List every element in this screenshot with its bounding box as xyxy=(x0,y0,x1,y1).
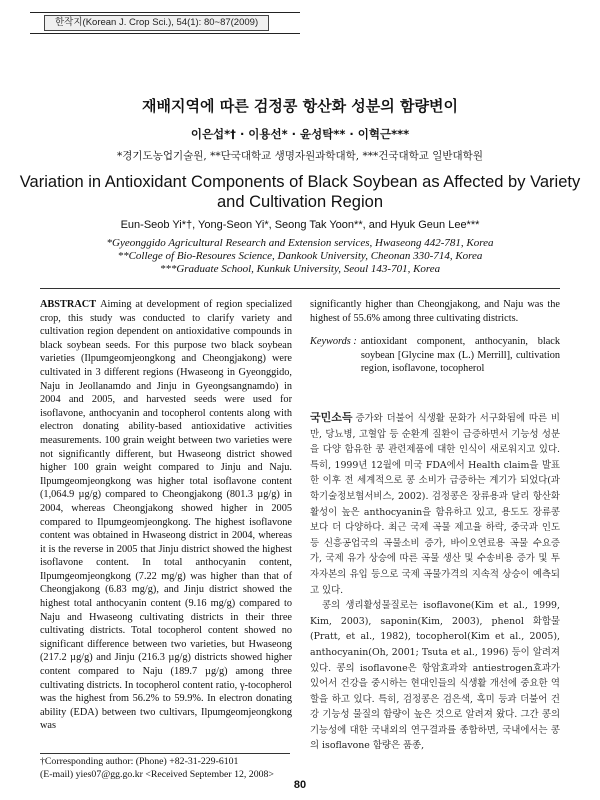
section-divider xyxy=(40,288,560,289)
english-affiliation-3: ***Graduate School, Kunkuk University, Seoul 143-701, Korea xyxy=(159,263,441,275)
korean-authors: 이은섭*† · 이용선* · 윤성탁** · 이혁근*** xyxy=(190,127,410,141)
footnote xyxy=(40,756,302,781)
keywords xyxy=(310,335,560,376)
page-number: 80 xyxy=(293,779,307,791)
korean-affiliations: *경기도농업기술원, **단국대학교 생명자원과학대학, ***건국대학교 일반대학원 xyxy=(117,150,483,162)
journal-citation: 한작지(Korean J. Crop Sci.), 54(1): 80~87(2009) xyxy=(44,15,269,31)
abstract-continuation: significantly higher than Cheongjakong, and Naju was the highest of 55.6% among three cultivating districts. xyxy=(310,299,560,324)
intro-paragraph-1 xyxy=(310,410,560,598)
korean-title: 재배지역에 따른 검정콩 항산화 성분의 함량변이 xyxy=(142,97,458,115)
korean-introduction xyxy=(310,410,560,754)
english-affiliation-2: **College of Bio-Resoures Science, Dankook University, Cheonan 330-714, Korea xyxy=(117,250,483,262)
journal-header xyxy=(30,12,300,34)
intro-paragraph-1-text: 증가와 더불어 식생활 문화가 서구화됨에 따른 비만, 당뇨병, 고혈압 등 순환계 질환이 급증하면서 기능성 성분을 다양 함유한 콩 관련제품에 대한 인식이 새로워지고 있다. 특히, 1999년 12월에 미국 FDA에서 Health claim을 발표한 이후 전 세계적으로 콩 소비가 급증하는 계기가 되었다(과학기술정보협서비스, 2002). 검정콩은 장류용과 달리 항산화 활성이 높은 anthocyanin을 함유하고 있고, 용도도 장류콩보다 더 다양하다. 최근 국제 곡물 제고율 하락, 중국과 인도 등 신흥공업국의 곡물소비 증가, 바이오연료용 곡물 수요증가, 국제 유가 상승에 따른 곡물 생산 및 수송비용 증가 및 투자자본의 유입 등으로 국제 곡물가격의 지속적 상승이 예측되고 있다. xyxy=(310,413,560,596)
abstract-continuation-column xyxy=(310,298,560,376)
intro-paragraph-2: 콩의 생리활성물질로는 isoflavone(Kim et al., 1999, Kim, 2003), saponin(Kim, 2003), phenol 화합물(Pratt, et al., 1982), tocopherol(Kim et al., 2005), anthocyanin(Oh, 2001; Tsuta et al., 1996) 등이 알려져 있다. 콩의 isoflavone은 항암효과와 antiestrogen효과가 있어서 건강을 중시하는 현대인들의 식생활 개선에 중요한 역할을 하고 있다. 특히, 검정콩은 검은색, 흑미 등과 더불어 건강 기능성 물질의 함량이 높은 것으로 알려져 왔다. 그간 콩의 기능성에 대한 국내외의 연구결과를 종합하면, 국내에서는 콩의 isoflavone 함량은 품종, xyxy=(310,600,560,752)
abstract-label: ABSTRACT xyxy=(40,299,97,310)
english-title xyxy=(0,172,600,212)
english-title-line1: Variation in Antioxidant Components of Black Soybean as Affected by Variety xyxy=(19,173,581,191)
intro-lead-word: 국민소득 xyxy=(310,411,353,424)
footnote-corresponding: †Corresponding author: (Phone) +82-31-229-6101 xyxy=(40,756,239,767)
abstract-text: Aiming at development of region specialized crop, this study was conducted to clarify variety and cultivation region dependent on antioxidative compounds in black soybean seeds. For this purpose two black soybean varieties (Ilpumgeomjeongkong and Cheongjakong) were cultivated in 3 different regions (Hwaseong in Gyeonggido, Naju in Jeollanamdo and Jinju in Gyeongsangnamdo) in 2004 and 2005, and harvested seeds were used for isoflavone, anthocyanin and tocopherol contents along with electron donating ability-based antioxidative activities measurements. 100 grain weight between two varieties were not significantly different, but Hwaseong district showed higher 100 grain weight compared to Jinju and Naju. Ilpumgeomjeongkong was higher total isoflavone content (1,064.9 µg/g) compared to Cheongjakong (801.3 µg/g) in 2004, whereas Cheongjakong showed higher in 2005 compared to Ilpumgeomjeongkong. The highest isoflavone content was obtained in Hwaseong district in 2004, whereas it is the reverse in 2005 that Jinju district showed the highest isoflavone content. In total anthocyanin content, Ilpumgeomjeongkong (7.22 mg/g) was higher than that of Cheongjakong (6.83 mg/g), and Jinju district showed the highest total anthocyanin content (9.16 mg/g) compared to Naju and Hwaseong cultivating districts in their three cultivating districts. Total tocopherol content showed no significant difference between two varieties, but Hwaseong (217.2 µg/g) and Jinju (216.3 µg/g) districts showed higher content compared to Naju (189.7 µg/g) among three cultivating districts. In tocopherol content ratio, γ-tocopherol was the highest from 56.2% to 59.9%. In electron donating ability (EDA) between two cultivars, Ilpumgeomjeongkong was xyxy=(40,299,292,732)
abstract xyxy=(40,298,292,733)
english-affiliation-1: *Gyeonggido Agricultural Research and Extension services, Hwaseong 442-781, Korea xyxy=(106,237,494,249)
footnote-email: (E-mail) yies07@gg.go.kr <Received September 12, 2008> xyxy=(40,768,274,780)
english-authors: Eun-Seob Yi*†, Yong-Seon Yi*, Seong Tak Yoon**, and Hyuk Geun Lee*** xyxy=(120,219,480,231)
keywords-text: antioxidant component, anthocyanin, black soybean [Glycine max (L.) Merrill], cultivation region, isoflavone, tocopherol xyxy=(360,336,560,375)
english-title-line2: and Cultivation Region xyxy=(216,193,384,211)
footnote-divider xyxy=(40,753,290,754)
keywords-label: Keywords : xyxy=(310,336,357,348)
